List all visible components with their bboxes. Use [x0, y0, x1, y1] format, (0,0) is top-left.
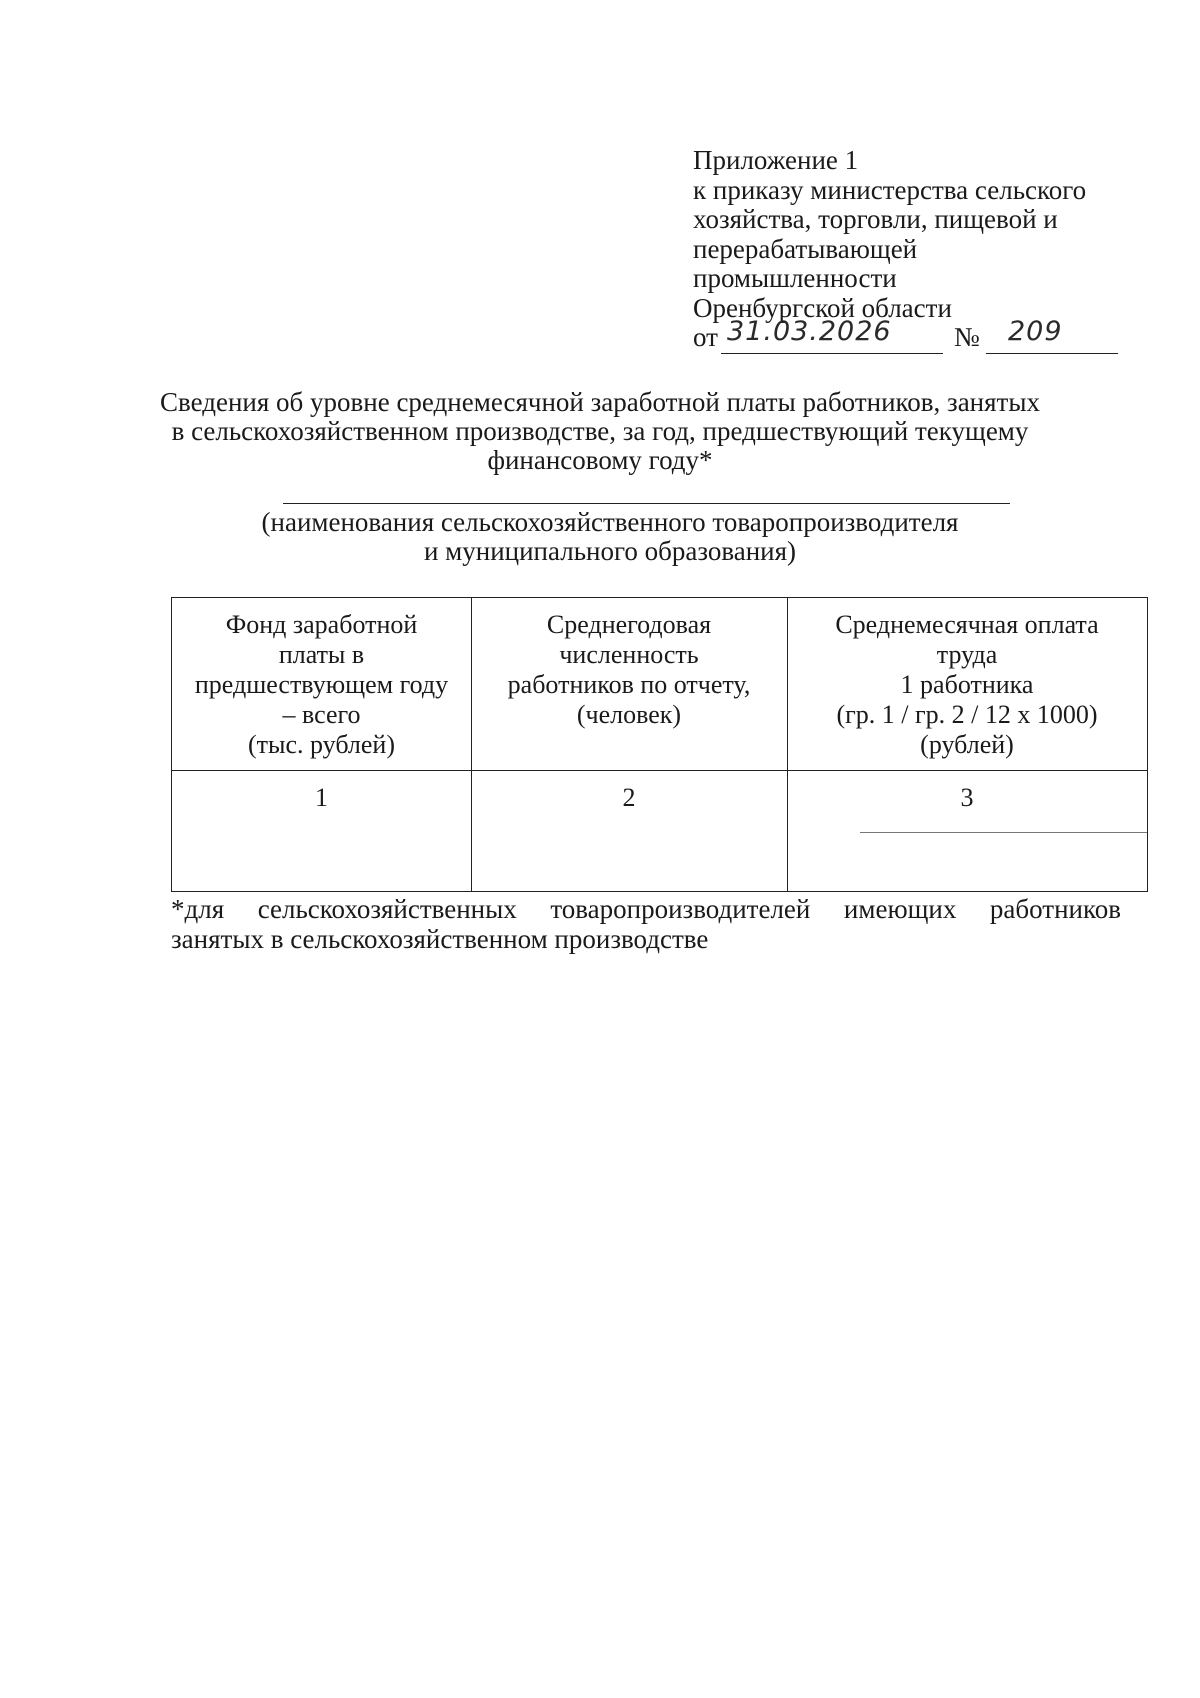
number-sign: №	[954, 322, 980, 352]
header-line: (рублей)	[920, 730, 1014, 759]
faint-scan-line	[860, 832, 1147, 833]
appendix-line: Приложение 1	[693, 145, 859, 175]
header-line: Среднегодовая	[546, 610, 712, 639]
appendix-line: Оренбургской области	[693, 292, 952, 323]
order-reference-line	[693, 316, 1133, 355]
order-number-handwritten: 209	[1008, 316, 1063, 347]
header-line: Среднемесячная оплата	[835, 610, 1099, 639]
order-number-field	[986, 316, 1118, 354]
header-line: – всего	[282, 700, 361, 729]
order-date-handwritten: 31.03.2026	[727, 316, 892, 347]
header-line: (гр. 1 / гр. 2 / 12 х 1000)	[836, 700, 1098, 729]
column-number-1: 1	[315, 783, 328, 812]
column-header-headcount	[471, 610, 787, 730]
column-number-2: 2	[622, 783, 636, 812]
caption-line: и муниципального образования)	[423, 536, 797, 566]
footnote-line: занятых в сельскохозяйственном производстве	[171, 924, 709, 954]
appendix-line: хозяйства, торговли, пищевой и	[693, 204, 1058, 234]
header-line: труда	[936, 640, 998, 669]
header-line: 1 работника	[900, 670, 1034, 699]
header-line: работников по отчету,	[507, 670, 751, 699]
order-date-field	[721, 316, 943, 354]
appendix-line: к приказу министерства сельского	[693, 174, 1087, 205]
document-title	[150, 388, 1050, 475]
column-header-monthly-pay	[787, 610, 1147, 760]
header-line: (человек)	[576, 700, 682, 729]
header-line: Фонд заработной	[225, 610, 418, 639]
date-prefix: от	[693, 322, 718, 352]
column-header-wage-fund	[172, 610, 471, 760]
appendix-line: промышленности	[693, 263, 897, 293]
footnote	[171, 894, 1121, 954]
column-number-3: 3	[960, 783, 974, 812]
header-line: платы в	[278, 640, 365, 669]
appendix-line: перерабатывающей	[693, 233, 918, 264]
title-line: финансовому году*	[487, 445, 713, 475]
header-line: численность	[559, 640, 699, 669]
header-line: (тыс. рублей)	[247, 730, 395, 759]
name-caption	[200, 508, 1020, 566]
appendix-block	[693, 146, 1133, 355]
caption-line: (наименования сельскохозяйственного товаропроизводителя	[261, 507, 959, 537]
salary-table	[171, 597, 1148, 892]
header-divider	[172, 770, 1147, 771]
title-line: Сведения об уровне среднемесячной заработной платы работников, занятых	[160, 387, 1040, 417]
name-fill-line	[283, 503, 1010, 504]
header-line: предшествующем году	[194, 670, 449, 699]
footnote-line: *для сельскохозяйственных товаропроизводителей имеющих работников	[171, 894, 1121, 924]
title-line: в сельскохозяйственном производстве, за год, предшествующий текущему	[171, 416, 1029, 446]
